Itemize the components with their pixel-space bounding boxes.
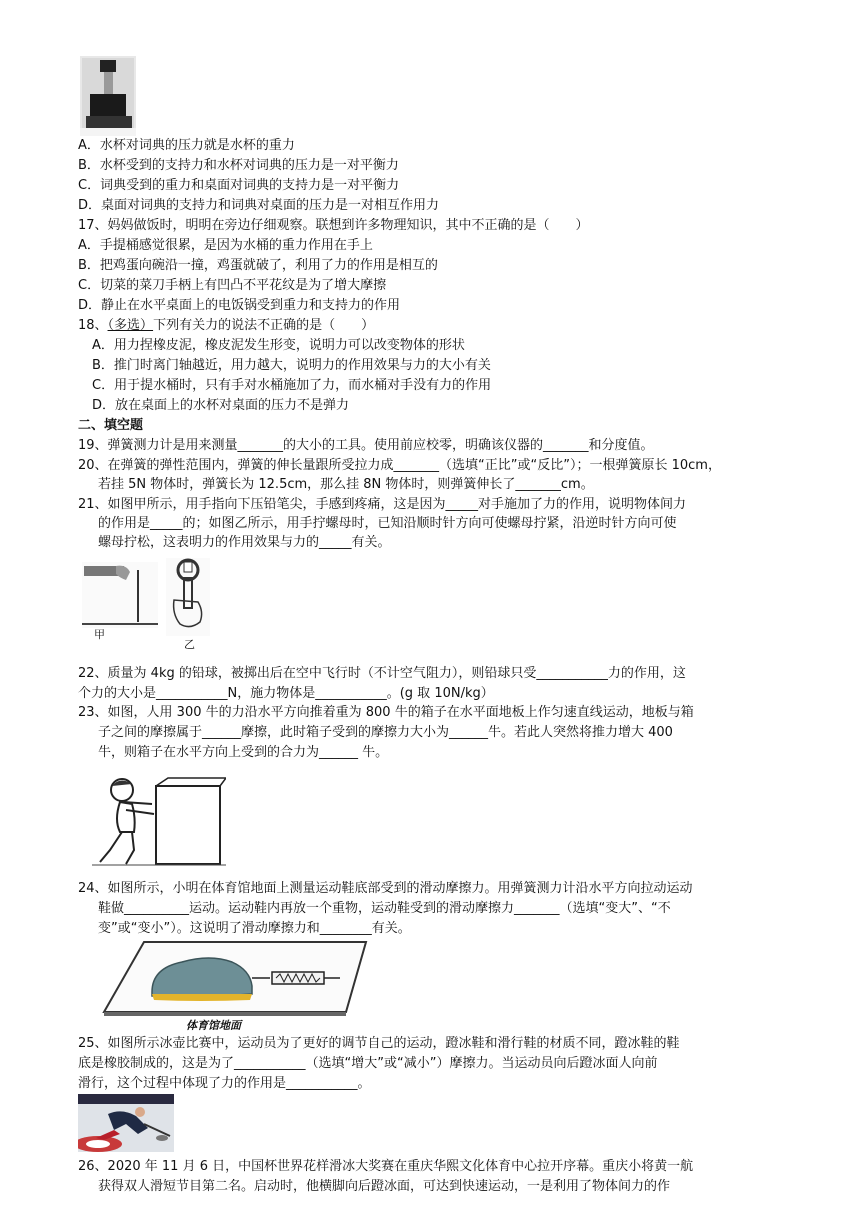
q18-option-d: D．放在桌面上的水杯对桌面的压力不是弹力 [92, 398, 350, 413]
q18-option-b: B．推门时离门轴越近，用力越大，说明力的作用效果与力的大小有关 [92, 358, 491, 373]
q16-option-d: D．桌面对词典的支持力和词典对桌面的压力是一对相互作用力 [78, 198, 440, 213]
q18-stem-text: 下列有关力的说法不正确的是（ ） [153, 318, 375, 333]
caption-jia: 甲 [94, 628, 105, 641]
q20-line2: 若挂 5N 物体时，弹簧长为 12.5cm，那么挂 8N 物体时，则弹簧伸长了_______cm。 [98, 477, 594, 492]
q16-option-a: A．水杯对词典的压力就是水杯的重力 [78, 138, 295, 153]
person-pushing-box-figure [92, 770, 226, 868]
q23-line3: 牛，则箱子在水平方向上受到的合力为______ 牛。 [98, 745, 389, 760]
q25-line2: 底是橡胶制成的，这是为了___________（选填“增大”或“减小”）摩擦力。当运动员向后蹬冰面人向前 [78, 1056, 658, 1071]
q18-number: 18、 [78, 318, 108, 333]
wrench-nut-figure [166, 558, 210, 636]
q24-line1: 24、如图所示，小明在体育馆地面上测量运动鞋底部受到的滑动摩擦力。用弹簧测力计沿水平方向拉动运动 [78, 881, 693, 896]
shoe-spring-scale-figure [100, 938, 370, 1016]
q16-option-b: B．水杯受到的支持力和水杯对词典的压力是一对平衡力 [78, 158, 399, 173]
q25-line3: 滑行，这个过程中体现了力的作用是___________。 [78, 1076, 371, 1091]
q17-stem: 17、妈妈做饭时，明明在旁边仔细观察。联想到许多物理知识，其中不正确的是（ ） [78, 218, 589, 233]
q21-line2: 的作用是_____的；如图乙所示，用手拧螺母时，已知沿顺时针方向可使螺母拧紧，沿逆时针方向可使 [98, 516, 677, 531]
q26-line2: 获得双人滑短节目第二名。启动时，他横脚向后蹬冰面，可达到快速运动，一是利用了物体间力的作 [98, 1179, 671, 1194]
q17-option-d: D．静止在水平桌面上的电饭锅受到重力和支持力的作用 [78, 298, 401, 313]
q20-line1: 20、在弹簧的弹性范围内，弹簧的伸长量跟所受拉力成_______（选填“正比”或“反比”）；一根弹簧原长 10cm， [78, 458, 721, 473]
q17-option-b: B．把鸡蛋向碗沿一撞，鸡蛋就破了，利用了力的作用是相互的 [78, 258, 438, 273]
q21-line1: 21、如图甲所示，用手指向下压铅笔尖，手感到疼痛，这是因为_____对手施加了力的作用，说明物体间力 [78, 497, 687, 512]
q22-line2: 个力的大小是___________N，施力物体是___________。(g 取 10N/kg） [78, 686, 494, 701]
section-heading-fill-blank: 二、填空题 [78, 418, 144, 433]
caption-yi: 乙 [184, 638, 195, 651]
q16-option-c: C．词典受到的重力和桌面对词典的支持力是一对平衡力 [78, 178, 400, 193]
pencil-press-figure [82, 562, 158, 628]
q21-line3: 螺母拧松，这表明力的作用效果与力的_____有关。 [98, 535, 391, 550]
q17-option-c: C．切菜的菜刀手柄上有凹凸不平花纹是为了增大摩擦 [78, 278, 387, 293]
q24-line2: 鞋做__________运动。运动鞋内再放一个重物，运动鞋受到的滑动摩擦力_______（选填“变大”、“不 [98, 901, 671, 916]
q18-option-c: C．用于提水桶时，只有手对水桶施加了力，而水桶对手没有力的作用 [92, 378, 492, 393]
q26-line1: 26、2020 年 11 月 6 日，中国杯世界花样滑冰大奖赛在重庆华熙文化体育中心拉开序幕。重庆小将黄一航 [78, 1159, 694, 1174]
q25-line1: 25、如图所示冰壶比赛中，运动员为了更好的调节自己的运动，蹬冰鞋和滑行鞋的材质不同，蹬冰鞋的鞋 [78, 1036, 680, 1051]
q23-line2: 子之间的摩擦属于______摩擦，此时箱子受到的摩擦力大小为______牛。若此人突然将推力增大 400 [98, 725, 673, 740]
q22-line1: 22、质量为 4kg 的铅球，被掷出后在空中飞行时（不计空气阻力），则铅球只受___________力的作用，这 [78, 666, 686, 681]
caption-gym-floor: 体育馆地面 [186, 1019, 241, 1032]
q18-multi-tag: （多选） [107, 318, 154, 333]
q18-stem [78, 317, 374, 335]
q24-line3: 变”或“变小”）。这说明了滑动摩擦力和________有关。 [98, 921, 411, 936]
q19-text: 19、弹簧测力计是用来测量_______的大小的工具。使用前应校零，明确该仪器的_______和分度值。 [78, 438, 654, 453]
curling-photo-figure [78, 1094, 174, 1152]
q17-option-a: A．手提桶感觉很累，是因为水桶的重力作用在手上 [78, 238, 373, 253]
q23-line1: 23、如图，人用 300 牛的力沿水平方向推着重为 800 牛的箱子在水平面地板上作匀速直线运动，地板与箱 [78, 705, 694, 720]
q18-option-a: A．用力捏橡皮泥，橡皮泥发生形变，说明力可以改变物体的形状 [92, 338, 465, 353]
cup-on-dictionary-figure [80, 56, 136, 136]
